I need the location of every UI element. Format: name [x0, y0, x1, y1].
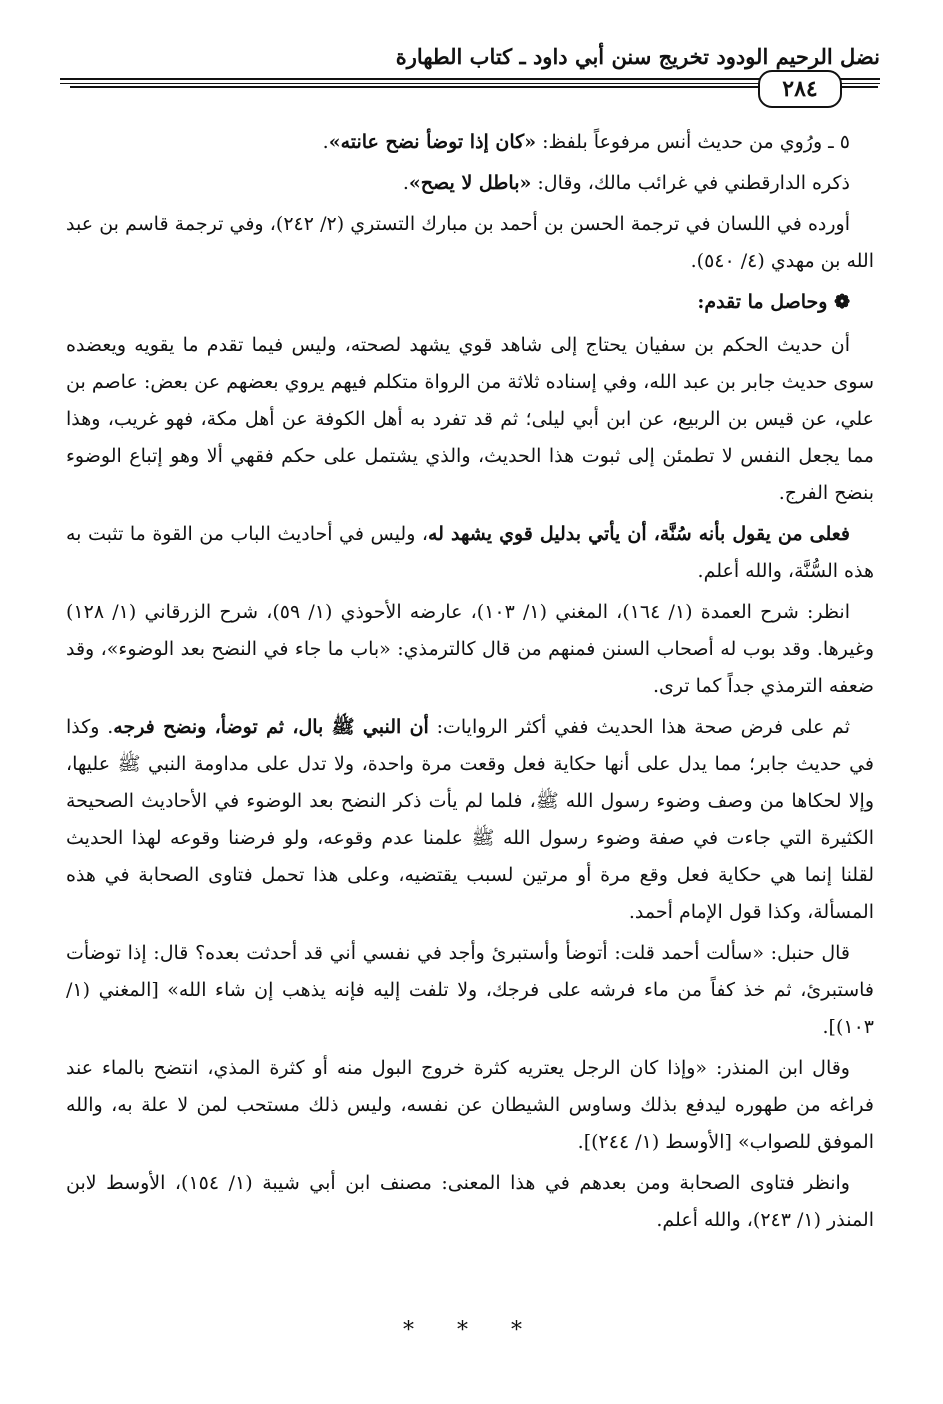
section-heading: ❁ وحاصل ما تقدم:: [697, 291, 850, 313]
paragraph-p8: [66, 935, 874, 1046]
page-number: ٢٨٤: [758, 70, 842, 108]
paragraph-p1: [66, 124, 874, 161]
text-segment: أن النبي ﷺ بال، ثم توضأ، ونضح فرجه: [113, 716, 429, 738]
text-segment: .: [322, 131, 329, 153]
page-number-rule-left: [70, 86, 758, 88]
paragraph-p2: [66, 165, 874, 202]
text-segment: انظر: شرح العمدة (١/ ١٦٤)، المغني (١/ ١٠٣)، عارضه الأحوذي (١/ ٥٩)، شرح الزرقاني (١/ ١٢٨) وغيرها. وقد بوب له أصحاب السنن فمنهم من قال كالترمذي: «باب ما جاء في النضح بعد الوضوء»، وقد ضعفه الترمذي جداً كما ترى.: [66, 601, 874, 697]
running-title: نضل الرحيم الودود تخريج سنن أبي داود ـ كتاب الطهارة: [395, 44, 880, 69]
text-segment: ، وليس في أحاديث الباب من القوة ما تثبت به هذه السُّنَّة، والله أعلم.: [66, 523, 874, 582]
paragraph-p10: [66, 1165, 874, 1239]
header-rule: [60, 78, 880, 80]
paragraph-group-2: [66, 327, 874, 1239]
text-segment: أورده في اللسان في ترجمة الحسن بن أحمد بن مبارك التستري (٢/ ٢٤٢)، وفي ترجمة قاسم بن عبد الله بن مهدي (٤/ ٥٤٠).: [66, 213, 874, 272]
page-body: [66, 124, 874, 1243]
text-segment: ٥ ـ ورُوي من حديث أنس مرفوعاً بلفظ:: [536, 131, 850, 153]
paragraph-p9: [66, 1050, 874, 1161]
text-segment: قال حنبل: «سألت أحمد قلت: أتوضأ وأستبرئ وأجد في نفسي أني قد أحدثت بعده؟ قال: إذا توضأت فاستبرئ، ثم خذ كفاً من ماء فرشه على فرجك، ولا تلفت إليه فإنه يذهب إن شاء الله» [المغني (١/ ١٠٣)].: [66, 942, 874, 1038]
text-segment: «باطل لا يصح»: [408, 172, 532, 194]
paragraph-p7: [66, 709, 874, 931]
paragraph-p4: [66, 327, 874, 512]
text-segment: فعلى من يقول بأنه سُنَّة، أن يأتي بدليل قوي يشهد له: [428, 523, 851, 545]
text-segment: . وكذا في حديث جابر؛ مما يدل على أنها حكاية فعل وقعت مرة واحدة، ولا تدل على مداومة النبي ﷺ عليها، وإلا لحكاها من وصف وضوء رسول الله ﷺ، فلما لم يأت ذكر النضح بعد الوضوء في الأحاديث الصحيحة الكثيرة التي جاءت في صفة وضوء رسول الله ﷺ علمنا عدم وقوعه، ولو فرضنا وقوعه لهذا الحديث لقلنا إنما هي حكاية فعل وقع مرة أو مرتين لسبب يقتضيه، وعلى هذا تحمل فتاوى الصحابة في هذه المسألة، وكذا قول الإمام أحمد.: [66, 716, 874, 923]
page-header: [60, 44, 880, 90]
paragraph-group-1: [66, 124, 874, 280]
text-segment: وانظر فتاوى الصحابة ومن بعدهم في هذا المعنى: مصنف ابن أبي شيبة (١/ ١٥٤)، الأوسط لابن المنذر (١/ ٢٤٣)، والله أعلم.: [66, 1172, 874, 1231]
text-segment: أن حديث الحكم بن سفيان يحتاج إلى شاهد قوي يشهد لصحته، وليس فيما تقدم ما يقويه ويعضده سوى حديث جابر بن عبد الله، وفي إسناده ثلاثة من الرواة متكلم فيهم يروي بعضهم عن بعض: عاصم بن علي، عن قيس بن الربيع، عن ابن أبي ليلى؛ ثم قد تفرد به أهل الكوفة عن أهل مكة، فهو غريب، وهذا مما يجعل النفس لا تطمئن إلى ثبوت هذا الحديث، والذي يشتمل على حكم فقهي ألا وهو إتباع الوضوء بنضح الفرج.: [66, 334, 874, 504]
page-number-rule-right: [838, 86, 878, 88]
paragraph-p3: [66, 206, 874, 280]
paragraph-p6: [66, 594, 874, 705]
text-segment: .: [402, 172, 409, 194]
text-segment: «كان إذا توضأ نضح عانته»: [328, 131, 537, 153]
text-segment: ثم على فرض صحة هذا الحديث ففي أكثر الروايات:: [428, 716, 850, 738]
text-segment: ذكره الدارقطني في غرائب مالك، وقال:: [531, 172, 850, 194]
header-rule-thin: [60, 83, 880, 84]
text-segment: وقال ابن المنذر: «وإذا كان الرجل يعتريه كثرة خروج البول منه أو كثرة المذي، انتضح بالماء عند فراغه من طهوره ليدفع بذلك وساوس الشيطان عن نفسه، وليس ذلك مستحب لمن لا علة به، والله الموفق للصواب» [الأوسط (١/ ٢٤٤)].: [66, 1057, 874, 1153]
section-separator: * * *: [403, 1318, 540, 1343]
paragraph-p5: [66, 516, 874, 590]
